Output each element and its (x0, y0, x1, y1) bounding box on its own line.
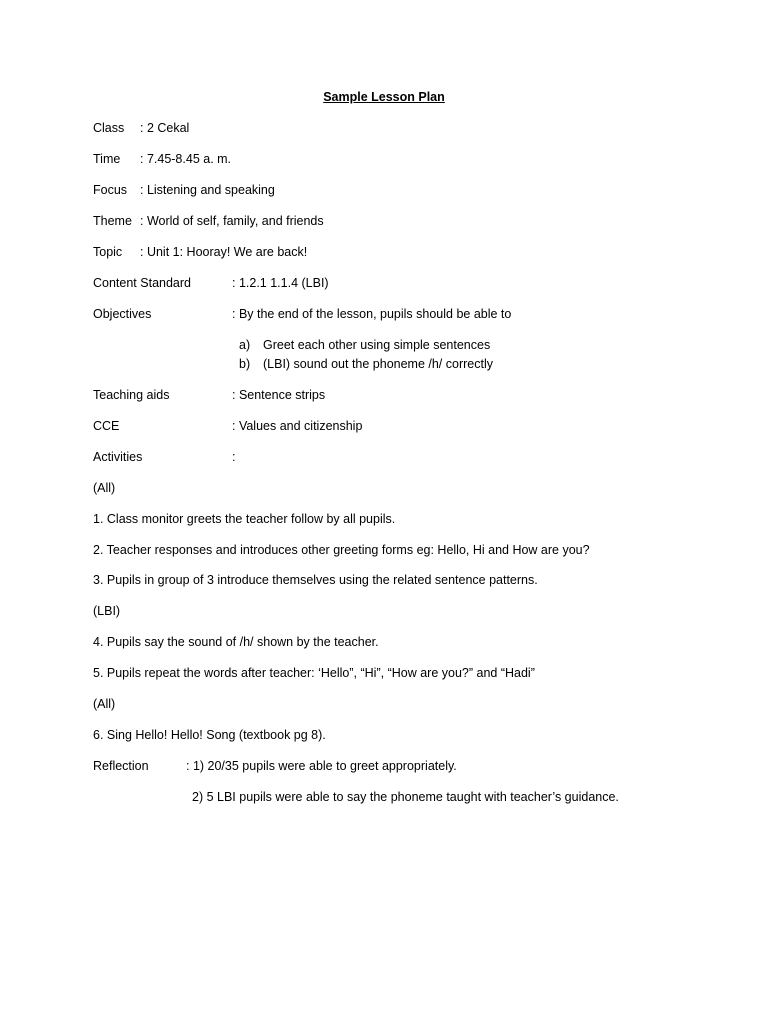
field-value: : 1.2.1 1.1.4 (LBI) (232, 276, 329, 290)
activity-group-label: (All) (93, 697, 116, 711)
activity-step: 4. Pupils say the sound of /h/ shown by the teacher. (93, 635, 379, 649)
activity-step: 1. Class monitor greets the teacher follow by all pupils. (93, 512, 396, 526)
field-value: : (232, 450, 236, 464)
reflection-line-2: 2) 5 LBI pupils were able to say the phoneme taught with teacher’s guidance. (192, 790, 619, 804)
document-title: Sample Lesson Plan (323, 90, 445, 104)
activity-step: 6. Sing Hello! Hello! Song (textbook pg 8). (93, 728, 326, 742)
field-label: Class (93, 121, 125, 135)
objective-text: (LBI) sound out the phoneme /h/ correctly (263, 357, 493, 371)
field-label: Theme (93, 214, 132, 228)
field-label: Activities (93, 450, 143, 464)
field-label: Focus (93, 183, 128, 197)
field-value: : By the end of the lesson, pupils should be able to (232, 307, 512, 321)
activity-step: 5. Pupils repeat the words after teacher: ‘Hello”, “Hi”, “How are you?” and “Hadi” (93, 666, 535, 680)
field-value: : World of self, family, and friends (140, 214, 324, 228)
field-label: Reflection (93, 759, 149, 773)
field-label: Time (93, 152, 121, 166)
field-label: Objectives (93, 307, 152, 321)
field-label: CCE (93, 419, 120, 433)
field-value: : Values and citizenship (232, 419, 363, 433)
activity-group-label: (All) (93, 481, 116, 495)
objective-marker: b) (239, 357, 251, 371)
activity-group-label: (LBI) (93, 604, 121, 618)
field-value: : 7.45-8.45 a. m. (140, 152, 232, 166)
reflection-line-1: : 1) 20/35 pupils were able to greet appropriately. (186, 759, 457, 773)
field-label: Content Standard (93, 276, 191, 290)
activity-step: 2. Teacher responses and introduces other greeting forms eg: Hello, Hi and How are you? (93, 543, 590, 557)
field-value: : Unit 1: Hooray! We are back! (140, 245, 308, 259)
activity-step: 3. Pupils in group of 3 introduce themselves using the related sentence patterns. (93, 573, 538, 587)
field-label: Teaching aids (93, 388, 170, 402)
field-label: Topic (93, 245, 123, 259)
field-value: : Sentence strips (232, 388, 326, 402)
objective-text: Greet each other using simple sentences (263, 338, 491, 352)
field-value: : Listening and speaking (140, 183, 275, 197)
objective-marker: a) (239, 338, 251, 352)
field-value: : 2 Cekal (140, 121, 190, 135)
